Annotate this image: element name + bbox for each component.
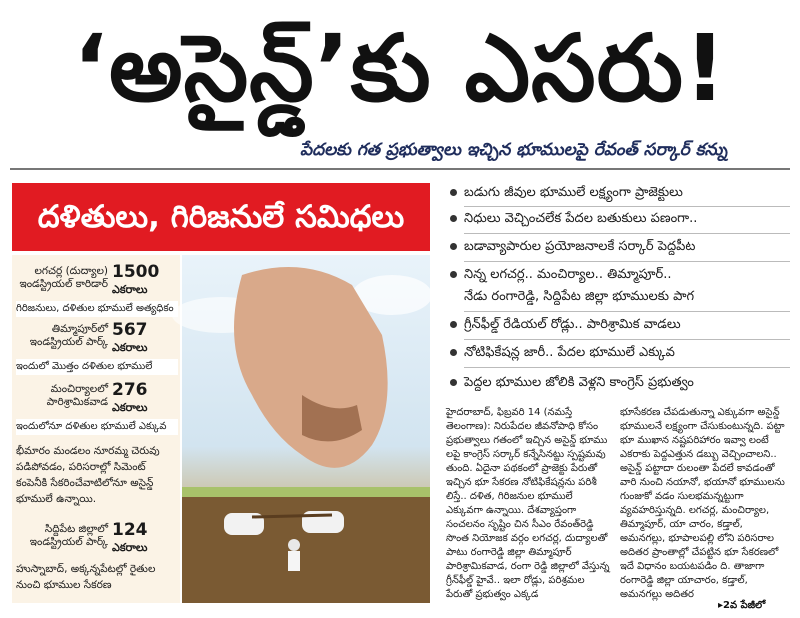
bullet-icon — [450, 271, 457, 278]
continued-label: ▸2వ పేజీలో — [718, 600, 766, 611]
bullet-icon — [450, 379, 457, 386]
divider — [464, 311, 790, 312]
farmer-hand-illustration — [182, 255, 430, 603]
stat-block — [12, 319, 180, 375]
stat-block — [12, 261, 180, 319]
stat-block — [12, 519, 180, 559]
stat-number: 1500 — [112, 262, 160, 282]
divider — [464, 206, 790, 207]
hand-over-farmer-image — [182, 255, 430, 603]
stat-number: 567 — [112, 320, 148, 340]
divider — [10, 168, 790, 170]
article-column-left: హైదరాబాద్‌, ఫిబ్రవరి 14 (నమస్తే తెలంగాణ): నిరుపేదల జీవనోపాధి కోసం ప్రభుత్వాలు గతంలో ఇచ్చిన అసైన్డ్‌ భూము లపై కాంగ్రెస్‌ సర్కార్‌ కన్నేసినట్టు స్పష్టమవు తుంది. ఏదైనా పథకంలో ప్రాజెక్టు పేరుతో ఇచ్చిన భూ సేకరణ నోటిఫికేషన్లను పరిశీ లిస్తే.. దళిత, గిరిజనుల భూములే ఎక్కువగా ఉన్నాయి. దేశవ్యాప్తంగా సంచలనం సృష్టిం చిన సీఎం రేవంత్‌రెడ్డి సొంత నియోజక వర్గం లగచర్ల, దుద్యాలతో పాటు రంగారెడ్డి జిల్లా తిమ్మాపూర్‌ పారిశ్రామికవాడ, రంగా రెడ్డి జిల్లాలో వేస్తున్న గ్రీన్‌ఫీల్డ్‌ హైవే.. ఇలా రోడ్లు, పరిశ్రమల పేరుతో ప్రభుత్వం ఎక్కడ — [446, 407, 610, 600]
stats-middle-text: భీమారం మండలం నూరమ్మ చెరువు పడిపోవడం, పరిసరాల్లో సిమెంట్‌ కంపెనీకి సేకరించేవాటిలోనూ అసైన్డ్‌ భూములే ఉన్నాయి. — [16, 445, 160, 505]
bullet-icon — [450, 349, 457, 356]
bullet-icon — [450, 321, 457, 328]
divider — [464, 339, 790, 340]
stat-note: ఇందులోనూ దళితుల భూములే ఎక్కువ — [16, 419, 178, 435]
stat-label: మంచిర్యాలలో పారిశ్రామికవాడ — [46, 383, 108, 408]
bullet-icon — [450, 189, 457, 196]
red-banner: దళితులు, గిరిజనులే సమిధలు — [12, 183, 430, 251]
stat-unit: ఎకరాలు — [112, 401, 148, 414]
divider — [464, 233, 790, 234]
stat-label: లగచర్ల (దుద్యాల) ఇండస్ట్రియల్‌ కారిడార్‌ — [19, 265, 108, 290]
bullet-icon — [450, 243, 457, 250]
stat-number: 276 — [112, 380, 148, 400]
subheadline: పేదలకు గత ప్రభుత్వాలు ఇచ్చిన భూములపై రేవంత్‌ సర్కార్‌ కన్ను — [300, 140, 728, 160]
stat-unit: ఎకరాలు — [112, 341, 148, 354]
stat-label: సిద్దిపేట జిల్లాలో ఇండస్ట్రియల్‌ పార్క్‌ — [29, 523, 108, 548]
bullet-icon — [450, 215, 457, 222]
divider — [464, 367, 790, 368]
divider — [464, 261, 790, 262]
stat-label: తిమ్మాపూర్‌లో ఇండస్ట్రియల్‌ పార్క్‌ — [29, 323, 108, 348]
stats-sidebar — [12, 255, 180, 603]
stat-note: ఇందులో మొత్తం దళితుల భూములే — [16, 359, 178, 375]
stats-bottom-text: హుస్నాబాద్‌, అక్కన్నపేటల్లో రైతుల నుంచి భూముల సేకరణ — [16, 563, 156, 591]
continued-text: 2వ పేజీలో — [723, 600, 766, 611]
headline: ‘అసైన్డ్‌’కు ఎసరు! — [73, 15, 727, 122]
stat-block — [12, 379, 180, 435]
stat-number: 124 — [112, 520, 148, 540]
stat-unit: ఎకరాలు — [112, 541, 148, 554]
stat-unit: ఎకరాలు — [112, 283, 148, 296]
stat-note: గిరిజనులు, దళితుల భూములే అత్యధికం — [16, 301, 178, 317]
article-column-right: భూసేకరణ చేపడుతున్నా ఎక్కువగా అసైన్డ్‌ భూములనే లక్ష్యంగా చేసుకుంటున్నది. పట్టా భూ ముఖాన నష్టపరిహారం ఇవ్వా లంటే ఎకరాకు పెద్దఎత్తున డబ్బు వెచ్చించాలని.. అసైన్డ్‌ పట్టాదా రులంతా పేదలే కావడంతో వారి నుంచి నయానో, భయానో భూములను గుంజుకో వడం సులభమన్నట్టుగా వ్యవహరిస్తున్నది. లగచర్ల, మంచిర్యాల, తిమ్మాపూర్‌, యా చారం, కడ్తాల్‌, అమనగల్లు, భూపాలపల్లి లోని పరిసరాల అదితర ప్రాంతాల్లో చేపట్టిన భూ సేకరణలో ఇదే విధానం బయటపడిం ది. తాజాగా రంగారెడ్డి జిల్లా యాచారం, కడ్తాల్‌, అమనగల్లు అదితర — [620, 407, 785, 600]
